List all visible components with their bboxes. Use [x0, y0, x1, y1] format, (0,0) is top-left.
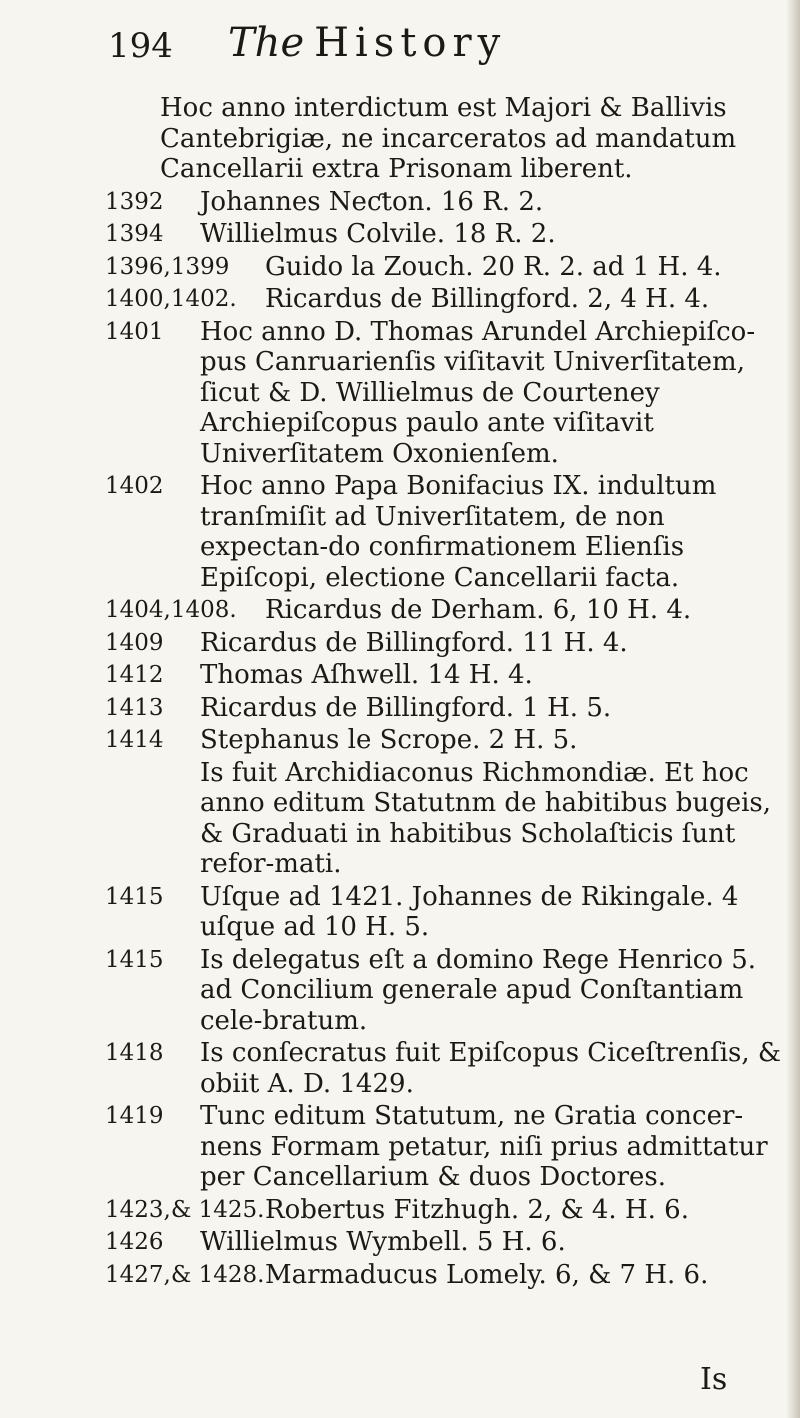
- entry-year: 1401: [105, 318, 164, 345]
- entry-text: Willielmus Colvile. 18 R. 2.: [200, 219, 556, 249]
- entry-year: 1423,& 1425.: [105, 1196, 265, 1223]
- running-title-history: History: [314, 20, 507, 66]
- entry-text: Uſque ad 1421. Johannes de Rikingale. 4 uſque ad 10 H. 5.: [200, 881, 739, 942]
- list-item: [105, 1260, 785, 1291]
- list-item: [105, 1227, 785, 1258]
- entry-text: Willielmus Wymbell. 5 H. 6.: [200, 1227, 566, 1257]
- entry-year: 1400,1402.: [105, 286, 237, 312]
- page-number: 194: [108, 26, 173, 66]
- entry-text: Is delegatus eſt a domino Rege Henrico 5. ad Concilium generale apud Conſtantiam cele-bratum.: [200, 944, 757, 1036]
- entry-year: 1426: [105, 1229, 164, 1255]
- list-item: [105, 1038, 785, 1099]
- entry-text: Tunc editum Statutum, ne Gratia concer-nens Formam petatur, niſi prius admittatur per Cancellarium & duos Doctores.: [200, 1101, 768, 1192]
- entry-text: Hoc anno D. Thomas Arundel Archiepiſco-pus Canruarienſis viſitavit Univerſitatem, ſicut & D. Willielmus de Courteney Archiepiſcopus paulo ante viſitavit Univerſitatem Oxonienſem.: [200, 316, 756, 469]
- entry-year: 1402: [105, 473, 164, 499]
- entry-year: 1415: [105, 946, 164, 973]
- entry-text: Hoc anno Papa Bonifacius IX. indultum tranſmiſit ad Univerſitatem, de non expectan-do confirmationem Elienſis Epiſcopi, electione Cancellarii facta.: [200, 471, 717, 593]
- list-item: [105, 219, 785, 250]
- list-item: [105, 93, 785, 185]
- list-item: [105, 758, 785, 880]
- list-item: [105, 252, 785, 283]
- entry-year: 1404,1408.: [105, 597, 237, 623]
- list-item: [105, 693, 785, 724]
- list-item: [105, 317, 785, 470]
- entry-year: 1394: [105, 221, 164, 247]
- entry-text: Thomas Aſhwell. 14 H. 4.: [200, 660, 533, 690]
- list-item: [105, 628, 785, 659]
- list-item: [105, 284, 785, 315]
- list-item: [105, 471, 785, 593]
- list-item: [105, 882, 785, 943]
- entry-text: Robertus Fitzhugh. 2, & 4. H. 6.: [265, 1194, 689, 1225]
- list-item: [105, 595, 785, 626]
- entry-year: 1427,& 1428.: [105, 1261, 265, 1288]
- entry-year: 1412: [105, 662, 164, 688]
- list-item: [105, 1195, 785, 1226]
- chronology-list: [105, 93, 785, 1292]
- entry-year: 1396,1399: [105, 253, 230, 280]
- entry-text: Hoc anno interdictum est Majori & Ballivis Cantebrigiæ, ne incarceratos ad mandatum Cancellarii extra Prisonam liberent.: [160, 93, 737, 184]
- list-item: [105, 187, 785, 218]
- entry-year: 1418: [105, 1040, 164, 1066]
- list-item: [105, 660, 785, 691]
- entry-text: Marmaducus Lomely. 6, & 7 H. 6.: [265, 1259, 709, 1290]
- entry-text: Ricardus de Billingford. 2, 4 H. 4.: [265, 284, 710, 314]
- entry-year: 1414: [105, 727, 164, 753]
- entry-text: Ricardus de Billingford. 1 H. 5.: [200, 692, 612, 723]
- page-gutter-shadow: [786, 0, 800, 1418]
- entry-year: 1419: [105, 1103, 164, 1129]
- entry-text: Guido la Zouch. 20 R. 2. ad 1 H. 4.: [265, 251, 722, 282]
- running-title-the: The: [228, 20, 305, 66]
- list-item: [105, 725, 785, 756]
- entry-year: 1415: [105, 883, 164, 910]
- running-title: [228, 20, 506, 66]
- entry-year: 1413: [105, 694, 164, 721]
- entry-text: Is fuit Archidiaconus Richmondiæ. Et hoc anno editum Statutnm de habitibus bugeis, & Graduati in habitibus Scholaſticis ſunt refor-mati.: [200, 757, 772, 879]
- entry-text: Stephanus le Scrope. 2 H. 5.: [200, 725, 578, 755]
- entry-text: Ricardus de Billingford. 11 H. 4.: [200, 627, 628, 658]
- entry-text: Is conſecratus fuit Epiſcopus Ciceſtrenſis, & obiit A. D. 1429.: [200, 1038, 782, 1099]
- catchword: Is: [700, 1362, 728, 1397]
- entry-text: Johannes Neƈton. 16 R. 2.: [200, 186, 544, 217]
- entry-text: Ricardus de Derham. 6, 10 H. 4.: [265, 595, 692, 625]
- list-item: [105, 945, 785, 1037]
- entry-year: 1409: [105, 629, 164, 656]
- list-item: [105, 1101, 785, 1193]
- entry-year: 1392: [105, 188, 164, 215]
- running-header: [108, 20, 748, 80]
